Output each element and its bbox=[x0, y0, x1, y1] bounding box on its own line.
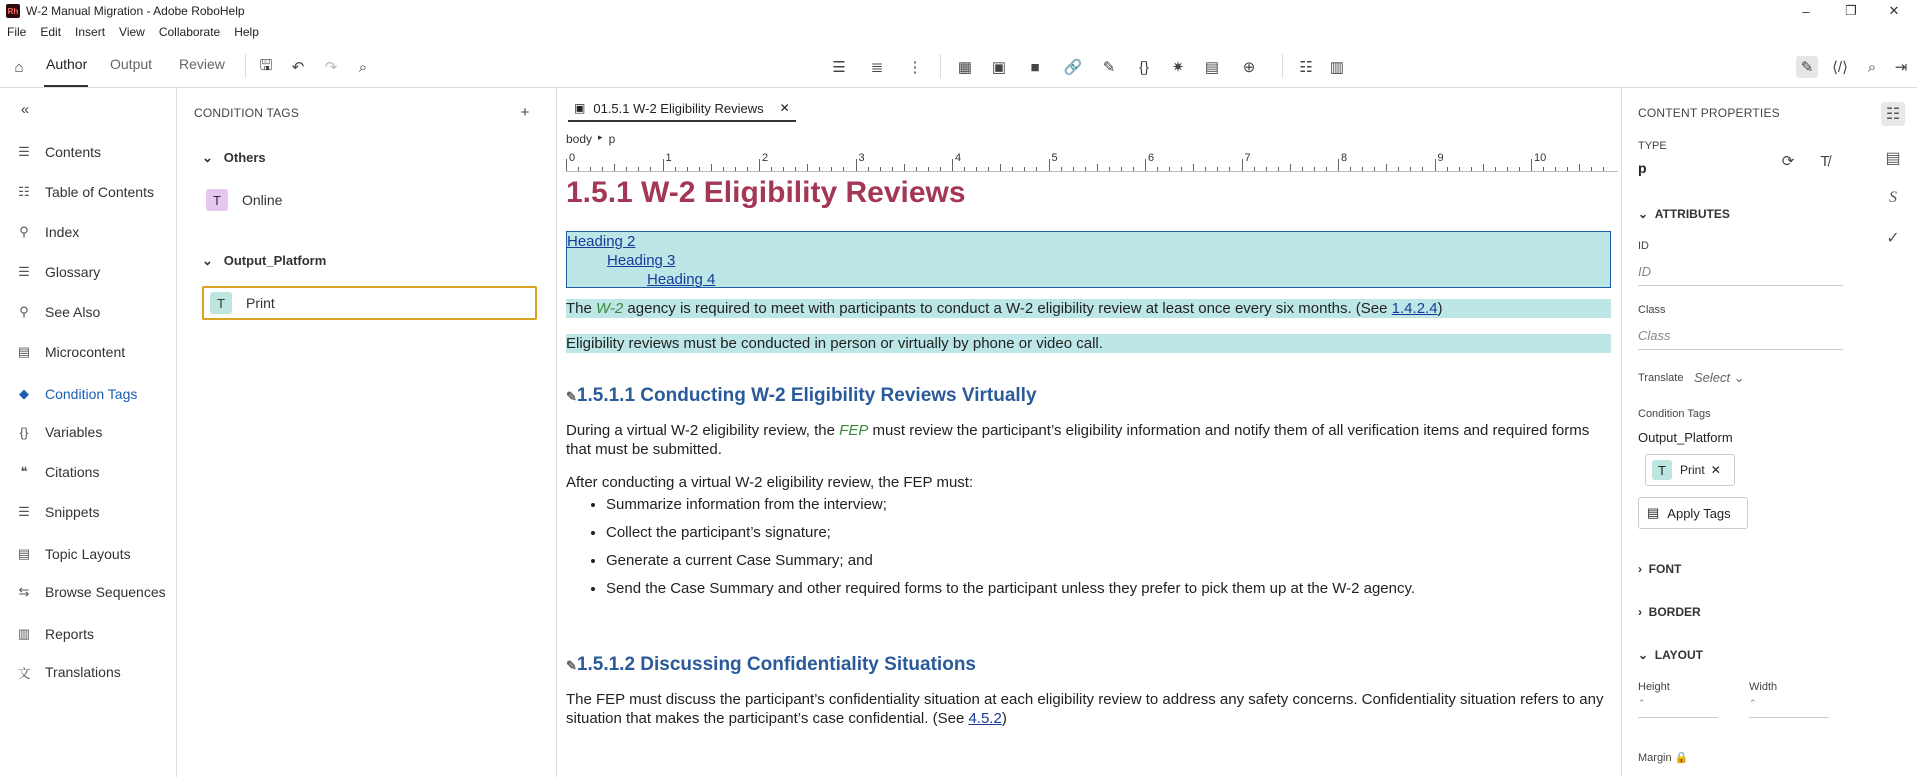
ruler-tick bbox=[1217, 167, 1218, 171]
refresh-icon[interactable]: ⟳ bbox=[1781, 153, 1795, 170]
nav-snippets[interactable]: ☰ Snippets bbox=[0, 497, 176, 527]
paragraph-5: The FEP must discuss the participant’s confidentiality situation at each eligibility review to address any safety concerns. Confidentiality situation refers to any situation that makes the participant’s case confidential. (See 4.5.2) bbox=[566, 691, 1604, 727]
edit-mode-icon[interactable]: ✎ bbox=[1796, 56, 1818, 78]
ruler-number: 2 bbox=[762, 152, 769, 164]
ruler-tick bbox=[904, 164, 905, 171]
link-1-4-2-4[interactable]: 1.4.2.4 bbox=[1391, 300, 1438, 317]
spellcheck-icon[interactable]: ✓ bbox=[1886, 230, 1900, 247]
condition-group-name: Output_Platform bbox=[1638, 430, 1733, 445]
ruler-tick bbox=[1435, 159, 1436, 171]
ruler-tick bbox=[626, 167, 627, 171]
nav-citations[interactable]: ❝ Citations bbox=[0, 457, 176, 487]
condition-tag-icon: ✎ bbox=[566, 389, 577, 404]
ruler-tick bbox=[916, 167, 917, 171]
ruler-tick bbox=[1374, 167, 1375, 171]
ruler-tick bbox=[771, 167, 772, 171]
ruler-number: 7 bbox=[1244, 152, 1251, 164]
video-icon[interactable]: ■ bbox=[1030, 58, 1040, 76]
ruler-number: 0 bbox=[569, 152, 576, 164]
ruler-tick bbox=[1591, 167, 1592, 171]
ruler-tick bbox=[675, 167, 676, 171]
ruler-tick bbox=[1157, 167, 1158, 171]
ruler-tick bbox=[976, 167, 977, 171]
find-replace-icon[interactable]: ⌕ bbox=[358, 58, 368, 76]
title-bar bbox=[0, 0, 1917, 22]
tag-item-print[interactable]: T Print bbox=[202, 286, 537, 320]
translate-select[interactable]: Select ⌄ bbox=[1694, 370, 1745, 385]
nav-glossary[interactable]: ☰ Glossary bbox=[0, 257, 176, 287]
nav-translations[interactable]: 文 Translations bbox=[0, 657, 176, 687]
nav-index[interactable]: ⚲ Index bbox=[0, 217, 176, 247]
right-rail bbox=[1861, 88, 1917, 777]
border-section[interactable]: › BORDER bbox=[1638, 605, 1701, 619]
document-tab[interactable]: ▣ 01.5.1 W-2 Eligibility Reviews ✕ bbox=[568, 96, 796, 122]
toc-link-heading-3[interactable]: Heading 3 bbox=[607, 252, 676, 269]
ruler-tick bbox=[1049, 159, 1050, 171]
home-icon[interactable]: ⌂ bbox=[14, 58, 24, 76]
ruler-tick bbox=[1338, 159, 1339, 171]
ruler-tick bbox=[1386, 164, 1387, 171]
ruler-tick bbox=[1073, 167, 1074, 171]
chevron-right-icon: › bbox=[1638, 605, 1642, 619]
tag-chip: T bbox=[206, 189, 228, 211]
breadcrumb bbox=[566, 132, 615, 146]
ruler-tick bbox=[952, 159, 953, 171]
ruler-tick bbox=[1422, 167, 1423, 171]
toc-insert-icon[interactable]: ☷ bbox=[1299, 59, 1313, 76]
redo-icon[interactable]: ↷ bbox=[324, 59, 338, 76]
ruler-tick bbox=[1242, 159, 1243, 171]
ruler-tick bbox=[1061, 167, 1062, 171]
tab-author[interactable]: Author bbox=[46, 56, 88, 72]
document-properties-icon[interactable]: ▤ bbox=[1885, 150, 1901, 167]
ruler-tick bbox=[1266, 167, 1267, 171]
dropdown-text-icon[interactable]: ✎ bbox=[1102, 59, 1116, 76]
ruler-tick bbox=[1543, 167, 1544, 171]
contents-icon: ☰ bbox=[18, 144, 30, 159]
ruler-tick bbox=[1036, 167, 1037, 171]
ruler-tick bbox=[711, 164, 712, 171]
bullet-list bbox=[606, 491, 1415, 603]
ruler-tick bbox=[1555, 167, 1556, 171]
properties-title: CONTENT PROPERTIES bbox=[1638, 106, 1780, 120]
ruler-tick bbox=[843, 167, 844, 171]
heading-3-virtual: ✎1.5.1.1 Conducting W-2 Eligibility Reviews Virtually bbox=[566, 385, 1037, 406]
heading-3-confidentiality: ✎1.5.1.2 Discussing Confidentiality Situations bbox=[566, 654, 976, 675]
bullet-list-icon[interactable]: ☰ bbox=[832, 59, 846, 76]
ruler-tick bbox=[566, 159, 567, 171]
see-also-icon: ⚲ bbox=[19, 304, 29, 319]
ruler-tick bbox=[795, 167, 796, 171]
applied-tag-print[interactable]: T Print ✕ bbox=[1645, 454, 1735, 486]
ruler-tick bbox=[1205, 167, 1206, 171]
apply-tags-icon: ▤ bbox=[1647, 505, 1660, 520]
ruler-tick bbox=[1097, 164, 1098, 171]
ruler-tick bbox=[1350, 167, 1351, 171]
ruler-tick bbox=[1302, 167, 1303, 171]
tab-review[interactable]: Review bbox=[179, 56, 225, 72]
browse-sequences-icon: ⇆ bbox=[18, 584, 30, 599]
ruler-tick bbox=[590, 167, 591, 171]
ruler-number: 4 bbox=[955, 152, 962, 164]
list-item: • Summarize information from the interview; bbox=[606, 491, 1415, 519]
ruler-number: 9 bbox=[1437, 152, 1444, 164]
ruler-tick bbox=[723, 167, 724, 171]
clear-format-icon[interactable]: T̸ bbox=[1820, 152, 1830, 170]
attributes-section[interactable]: ⌄ ATTRIBUTES bbox=[1638, 207, 1730, 221]
ruler-tick bbox=[988, 167, 989, 171]
robohelp-app-icon: Rh bbox=[6, 4, 20, 18]
height-stepper[interactable]: ⌃ bbox=[1638, 698, 1718, 718]
preview-icon[interactable]: ⌕ bbox=[1867, 58, 1877, 76]
ruler-tick bbox=[1483, 164, 1484, 171]
left-navigation bbox=[0, 88, 177, 777]
toc-icon: ☷ bbox=[18, 184, 30, 199]
reports-icon: ▥ bbox=[17, 626, 31, 641]
ruler-tick bbox=[614, 164, 615, 171]
table-icon[interactable]: ▦ bbox=[957, 59, 973, 76]
add-tag-icon[interactable]: + bbox=[520, 103, 530, 121]
paragraph-4: After conducting a virtual W-2 eligibility review, the FEP must: bbox=[566, 474, 974, 491]
glossary-icon: ☰ bbox=[18, 264, 30, 279]
list-item: • Send the Case Summary and other required forms to the participant unless they prefer to pick them up at the W-2 agency. bbox=[606, 575, 1415, 603]
ruler-tick bbox=[1012, 167, 1013, 171]
document-icon: ▣ bbox=[574, 101, 586, 115]
add-icon[interactable]: ⊕ bbox=[1242, 59, 1256, 76]
variables-icon: {} bbox=[19, 424, 29, 440]
ruler-tick bbox=[687, 167, 688, 171]
chevron-down-icon: ⌄ bbox=[1733, 370, 1745, 385]
chevron-down-icon: ⌄ bbox=[1638, 648, 1649, 662]
save-icon[interactable]: 🖫 bbox=[259, 56, 273, 74]
ruler-tick bbox=[940, 167, 941, 171]
ruler-tick bbox=[1145, 159, 1146, 171]
nav-table-of-contents[interactable]: ☷ Table of Contents bbox=[0, 177, 176, 207]
ruler-number: 8 bbox=[1341, 152, 1348, 164]
type-label: TYPE bbox=[1638, 140, 1667, 152]
ruler-tick bbox=[1531, 159, 1532, 171]
tag-group-others[interactable]: ⌄ Others bbox=[202, 150, 266, 165]
hyperlink-icon[interactable]: 🔗 bbox=[1063, 59, 1083, 76]
menu-file[interactable]: File bbox=[7, 25, 27, 39]
ruler-tick bbox=[699, 167, 700, 171]
window-title: W-2 Manual Migration - Adobe RoboHelp bbox=[26, 4, 245, 18]
tab-output[interactable]: Output bbox=[110, 56, 153, 72]
ruler-tick bbox=[1229, 167, 1230, 171]
ruler-tick bbox=[1410, 167, 1411, 171]
nav-variables[interactable]: {} Variables bbox=[0, 417, 176, 447]
ruler-number: 3 bbox=[858, 152, 865, 164]
breadcrumb-body[interactable]: body bbox=[566, 132, 593, 146]
ruler-number: 5 bbox=[1051, 152, 1058, 164]
ruler-tick bbox=[1290, 164, 1291, 171]
ruler-tick bbox=[759, 159, 760, 171]
content-properties-panel bbox=[1621, 88, 1861, 777]
ruler-number: 6 bbox=[1148, 152, 1155, 164]
ruler-tick bbox=[928, 167, 929, 171]
ruler-tick bbox=[880, 167, 881, 171]
breadcrumb-p[interactable]: p bbox=[608, 132, 616, 146]
ruler-tick bbox=[868, 167, 869, 171]
ruler-tick bbox=[735, 167, 736, 171]
mini-toc-box[interactable] bbox=[566, 231, 1611, 288]
ruler-tick bbox=[1447, 167, 1448, 171]
type-value: p bbox=[1638, 160, 1647, 176]
export-icon[interactable]: ⇥ bbox=[1894, 59, 1908, 76]
ruler-tick bbox=[1471, 167, 1472, 171]
ruler-tick bbox=[1193, 164, 1194, 171]
translations-icon: 文 bbox=[17, 665, 31, 681]
ruler-tick bbox=[602, 167, 603, 171]
class-label: Class bbox=[1638, 304, 1666, 316]
link-4-5-2[interactable]: 4.5.2 bbox=[968, 710, 1002, 727]
collapse-panel-icon[interactable]: « bbox=[20, 100, 30, 118]
editor-pane bbox=[558, 88, 1621, 777]
ruler-tick bbox=[1085, 167, 1086, 171]
remove-tag-icon[interactable]: ✕ bbox=[1710, 463, 1721, 477]
toolbar-divider bbox=[245, 54, 246, 78]
microcontent-icon: ▤ bbox=[17, 344, 31, 359]
styles-icon[interactable]: S bbox=[1889, 189, 1897, 206]
panel-title: CONDITION TAGS bbox=[194, 106, 300, 120]
active-tab-indicator bbox=[44, 85, 88, 87]
index-icon: ⚲ bbox=[19, 224, 29, 239]
nav-browse-sequences[interactable]: ⇆ Browse Sequences bbox=[0, 577, 176, 607]
condition-tags-panel bbox=[178, 88, 557, 777]
close-button[interactable]: ✕ bbox=[1888, 3, 1900, 18]
id-field[interactable]: ID bbox=[1638, 264, 1843, 286]
margin-label: Margin 🔒 bbox=[1638, 752, 1689, 764]
close-tab-icon[interactable]: ✕ bbox=[779, 101, 790, 115]
paragraph-2: Eligibility reviews must be conducted in person or virtually by phone or video call. bbox=[566, 334, 1611, 353]
layout-section[interactable]: ⌄ LAYOUT bbox=[1638, 648, 1703, 662]
horizontal-line-icon[interactable]: ▤ bbox=[1204, 59, 1220, 76]
ruler-tick bbox=[578, 167, 579, 171]
ruler-tick bbox=[1567, 167, 1568, 171]
minimize-button[interactable]: – bbox=[1802, 3, 1810, 19]
paragraph-3: During a virtual W-2 eligibility review, the FEP must review the participant’s eligibility information and notify them of all verification items and required forms that must be submitted. bbox=[566, 422, 1590, 458]
toc-link-heading-2[interactable]: Heading 2 bbox=[567, 233, 636, 250]
tag-icon: ◆ bbox=[19, 386, 29, 401]
nav-contents[interactable]: ☰ Contents bbox=[0, 137, 176, 167]
toolbar-divider bbox=[940, 54, 941, 78]
ruler-tick bbox=[1579, 164, 1580, 171]
lock-icon[interactable]: 🔒 bbox=[1674, 752, 1689, 764]
tag-group-output-platform[interactable]: ⌄ Output_Platform bbox=[202, 253, 327, 268]
ruler[interactable] bbox=[566, 152, 1618, 172]
nav-condition-tags[interactable]: ◆ Condition Tags bbox=[0, 379, 176, 409]
ruler-tick bbox=[819, 167, 820, 171]
variable-icon[interactable]: {} bbox=[1138, 58, 1150, 76]
ruler-tick bbox=[1519, 167, 1520, 171]
breadcrumb-separator-icon: ▸ bbox=[598, 132, 603, 142]
ruler-tick bbox=[1181, 167, 1182, 171]
ruler-tick bbox=[650, 167, 651, 171]
mini-toc-icon[interactable]: ▥ bbox=[1329, 59, 1345, 76]
source-view-icon[interactable]: ⟨/⟩ bbox=[1832, 59, 1848, 76]
variable-fep: FEP bbox=[839, 422, 869, 439]
main-toolbar bbox=[0, 44, 1917, 88]
list-item: • Collect the participant’s signature; bbox=[606, 519, 1415, 547]
heading-1: 1.5.1 W-2 Eligibility Reviews bbox=[566, 176, 966, 209]
ruler-tick bbox=[1603, 167, 1604, 171]
chevron-down-icon: ⌄ bbox=[202, 150, 213, 165]
numbered-list-icon[interactable]: ≣ bbox=[870, 59, 884, 76]
ruler-tick bbox=[831, 167, 832, 171]
ruler-tick bbox=[1459, 167, 1460, 171]
chevron-down-icon: ⌄ bbox=[202, 253, 213, 268]
condition-tags-label: Condition Tags bbox=[1638, 408, 1711, 420]
ruler-number: 1 bbox=[665, 152, 672, 164]
ruler-tick bbox=[1278, 167, 1279, 171]
font-section[interactable]: › FONT bbox=[1638, 562, 1682, 576]
ruler-tick bbox=[638, 167, 639, 171]
height-label: Height bbox=[1638, 681, 1670, 693]
ruler-tick bbox=[1109, 167, 1110, 171]
undo-icon[interactable]: ↶ bbox=[291, 59, 305, 76]
ruler-tick bbox=[1507, 167, 1508, 171]
symbol-icon[interactable]: ✷ bbox=[1171, 59, 1185, 76]
nav-reports[interactable]: ▥ Reports bbox=[0, 619, 176, 649]
nav-topic-layouts[interactable]: ▤ Topic Layouts bbox=[0, 539, 176, 569]
variable-w2: W-2 bbox=[596, 300, 624, 317]
id-label: ID bbox=[1638, 240, 1649, 252]
citations-icon: ❝ bbox=[20, 464, 28, 479]
ruler-tick bbox=[856, 159, 857, 171]
ruler-tick bbox=[1314, 167, 1315, 171]
apply-tags-button[interactable]: ▤ Apply Tags bbox=[1638, 497, 1748, 529]
multilevel-list-icon[interactable]: ⋮ bbox=[907, 59, 923, 76]
ruler-tick bbox=[663, 159, 664, 171]
width-stepper[interactable]: ⌃ bbox=[1749, 698, 1829, 718]
tag-chip: T bbox=[1652, 460, 1672, 480]
menu-edit[interactable]: Edit bbox=[40, 25, 62, 39]
ruler-number: 10 bbox=[1534, 152, 1547, 164]
snippets-icon: ☰ bbox=[18, 504, 30, 519]
toolbar-divider bbox=[1282, 54, 1283, 78]
chevron-right-icon: › bbox=[1638, 562, 1642, 576]
ruler-tick bbox=[1024, 167, 1025, 171]
ruler-tick bbox=[1121, 167, 1122, 171]
translate-label: Translate bbox=[1638, 372, 1684, 384]
image-icon[interactable]: ▣ bbox=[991, 59, 1007, 76]
menu-help[interactable]: Help bbox=[234, 25, 259, 39]
width-label: Width bbox=[1749, 681, 1778, 693]
ruler-tick bbox=[1254, 167, 1255, 171]
ruler-tick bbox=[1169, 167, 1170, 171]
restore-button[interactable]: ❐ bbox=[1845, 3, 1857, 18]
list-item: • Generate a current Case Summary; and bbox=[606, 547, 1415, 575]
menu-view[interactable]: View bbox=[119, 25, 145, 39]
ruler-tick bbox=[747, 167, 748, 171]
ruler-tick bbox=[892, 167, 893, 171]
properties-icon[interactable]: ☷ bbox=[1881, 102, 1905, 126]
paragraph-1: The W-2 agency is required to meet with participants to conduct a W-2 eligibility review at least once every six months. (See 1.4.2.4) bbox=[566, 299, 1611, 318]
toc-link-heading-4[interactable]: Heading 4 bbox=[647, 271, 716, 288]
ruler-tick bbox=[1000, 164, 1001, 171]
nav-see-also[interactable]: ⚲ See Also bbox=[0, 297, 176, 327]
condition-tag-icon: ✎ bbox=[566, 658, 577, 673]
menu-insert[interactable]: Insert bbox=[75, 25, 106, 39]
ruler-tick bbox=[783, 167, 784, 171]
ruler-tick bbox=[1362, 167, 1363, 171]
class-field[interactable]: Class bbox=[1638, 328, 1843, 350]
menu-bar bbox=[0, 22, 266, 42]
ruler-tick bbox=[1398, 167, 1399, 171]
ruler-tick bbox=[964, 167, 965, 171]
tag-item-online[interactable]: T Online bbox=[206, 185, 282, 215]
ruler-tick bbox=[1495, 167, 1496, 171]
chevron-down-icon: ⌄ bbox=[1638, 207, 1649, 221]
tag-chip: T bbox=[210, 292, 232, 314]
ruler-tick bbox=[1133, 167, 1134, 171]
menu-collaborate[interactable]: Collaborate bbox=[158, 25, 221, 39]
nav-microcontent[interactable]: ▤ Microcontent bbox=[0, 337, 176, 367]
ruler-tick bbox=[1326, 167, 1327, 171]
ruler-tick bbox=[807, 164, 808, 171]
topic-layouts-icon: ▤ bbox=[17, 546, 31, 561]
